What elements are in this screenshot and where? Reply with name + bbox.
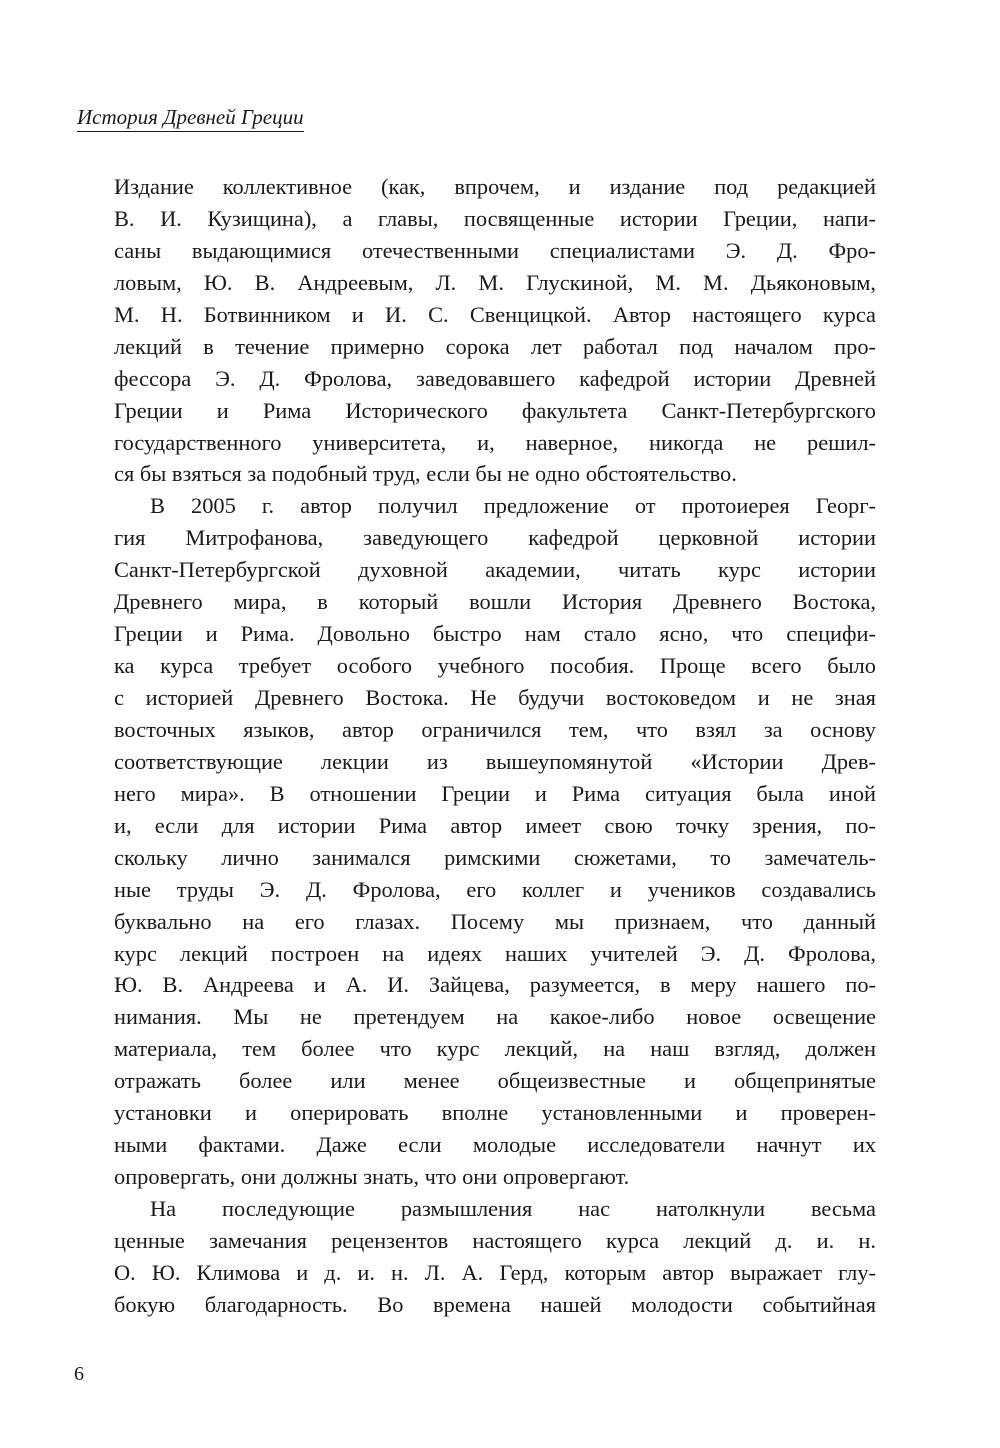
text-line: нимания. Мы не претендуем на какое-либо новое освещение — [114, 1004, 876, 1030]
text-line: гия Митрофанова, заведующего кафедрой церковной истории — [114, 525, 876, 551]
text-line: восточных языков, автор ограничился тем, что взял за основу — [114, 716, 876, 742]
text-line: бокую благодарность. Во времена нашей молодости событийная — [114, 1291, 876, 1317]
text-line: ными фактами. Даже если молодые исследователи начнут их — [114, 1132, 876, 1158]
text-line: него мира». В отношении Греции и Рима ситуация была иной — [114, 780, 876, 806]
text-line: ные труды Э. Д. Фролова, его коллег и учеников создавались — [114, 876, 876, 902]
page-number: 6 — [74, 1363, 84, 1385]
text-line: Древнего мира, в который вошли История Древнего Востока, — [114, 589, 876, 615]
text-line: Греции и Рима. Довольно быстро нам стало ясно, что специфи- — [114, 621, 876, 647]
text-line: М. Н. Ботвинником и И. С. Свенцицкой. Автор настоящего курса — [114, 301, 876, 327]
text-line: соответствующие лекции из вышеупомянутой «Истории Древ- — [114, 748, 876, 774]
text-line: буквально на его глазах. Посему мы признаем, что данный — [114, 908, 876, 934]
text-line: ловым, Ю. В. Андреевым, Л. М. Глускиной, М. М. Дьяконовым, — [114, 269, 876, 295]
text-line: материала, тем более что курс лекций, на наш взгляд, должен — [114, 1036, 876, 1062]
text-line: саны выдающимися отечественными специалистами Э. Д. Фро- — [114, 237, 876, 263]
text-line: скольку лично занимался римскими сюжетами, то замечатель- — [114, 844, 876, 870]
text-line: установки и оперировать вполне установленными и проверен- — [114, 1100, 876, 1126]
body-text — [114, 171, 876, 1321]
text-line: ка курса требует особого учебного пособия. Проще всего было — [114, 653, 876, 679]
text-line: отражать более или менее общеизвестные и общепринятые — [114, 1068, 876, 1094]
running-head-title: История Древней Греции — [77, 104, 304, 132]
text-line: и, если для истории Рима автор имеет свою точку зрения, по- — [114, 812, 876, 838]
text-line: ся бы взяться за подобный труд, если бы не одно обстоятельство. — [114, 461, 737, 487]
text-line: Санкт-Петербургской духовной академии, читать курс истории — [114, 557, 876, 583]
text-line: Греции и Рима Исторического факультета Санкт-Петербургского — [114, 397, 876, 423]
text-line: опровергать, они должны знать, что они опровергают. — [114, 1164, 630, 1190]
text-line: На последующие размышления нас натолкнули весьма — [150, 1196, 876, 1221]
text-line: фессора Э. Д. Фролова, заведовавшего кафедрой истории Древней — [114, 365, 876, 391]
text-line: государственного университета, и, наверное, никогда не решил- — [114, 429, 876, 455]
text-line: Издание коллективное (как, впрочем, и издание под редакцией — [114, 174, 876, 199]
text-line: О. Ю. Климова и д. и. н. Л. А. Герд, которым автор выражает глу- — [114, 1259, 876, 1285]
text-line: лекций в течение примерно сорока лет работал под началом про- — [114, 333, 876, 359]
text-line: Ю. В. Андреева и А. И. Зайцева, разумеется, в меру нашего по- — [114, 972, 876, 998]
text-line: ценные замечания рецензентов настоящего курса лекций д. и. н. — [114, 1227, 876, 1253]
text-line: с историей Древнего Востока. Не будучи востоковедом и не зная — [114, 685, 876, 710]
text-line: В. И. Кузищина), а главы, посвященные истории Греции, напи- — [114, 205, 876, 231]
text-line: В 2005 г. автор получил предложение от протоиерея Георг- — [150, 493, 876, 519]
text-line: курс лекций построен на идеях наших учителей Э. Д. Фролова, — [114, 940, 876, 966]
